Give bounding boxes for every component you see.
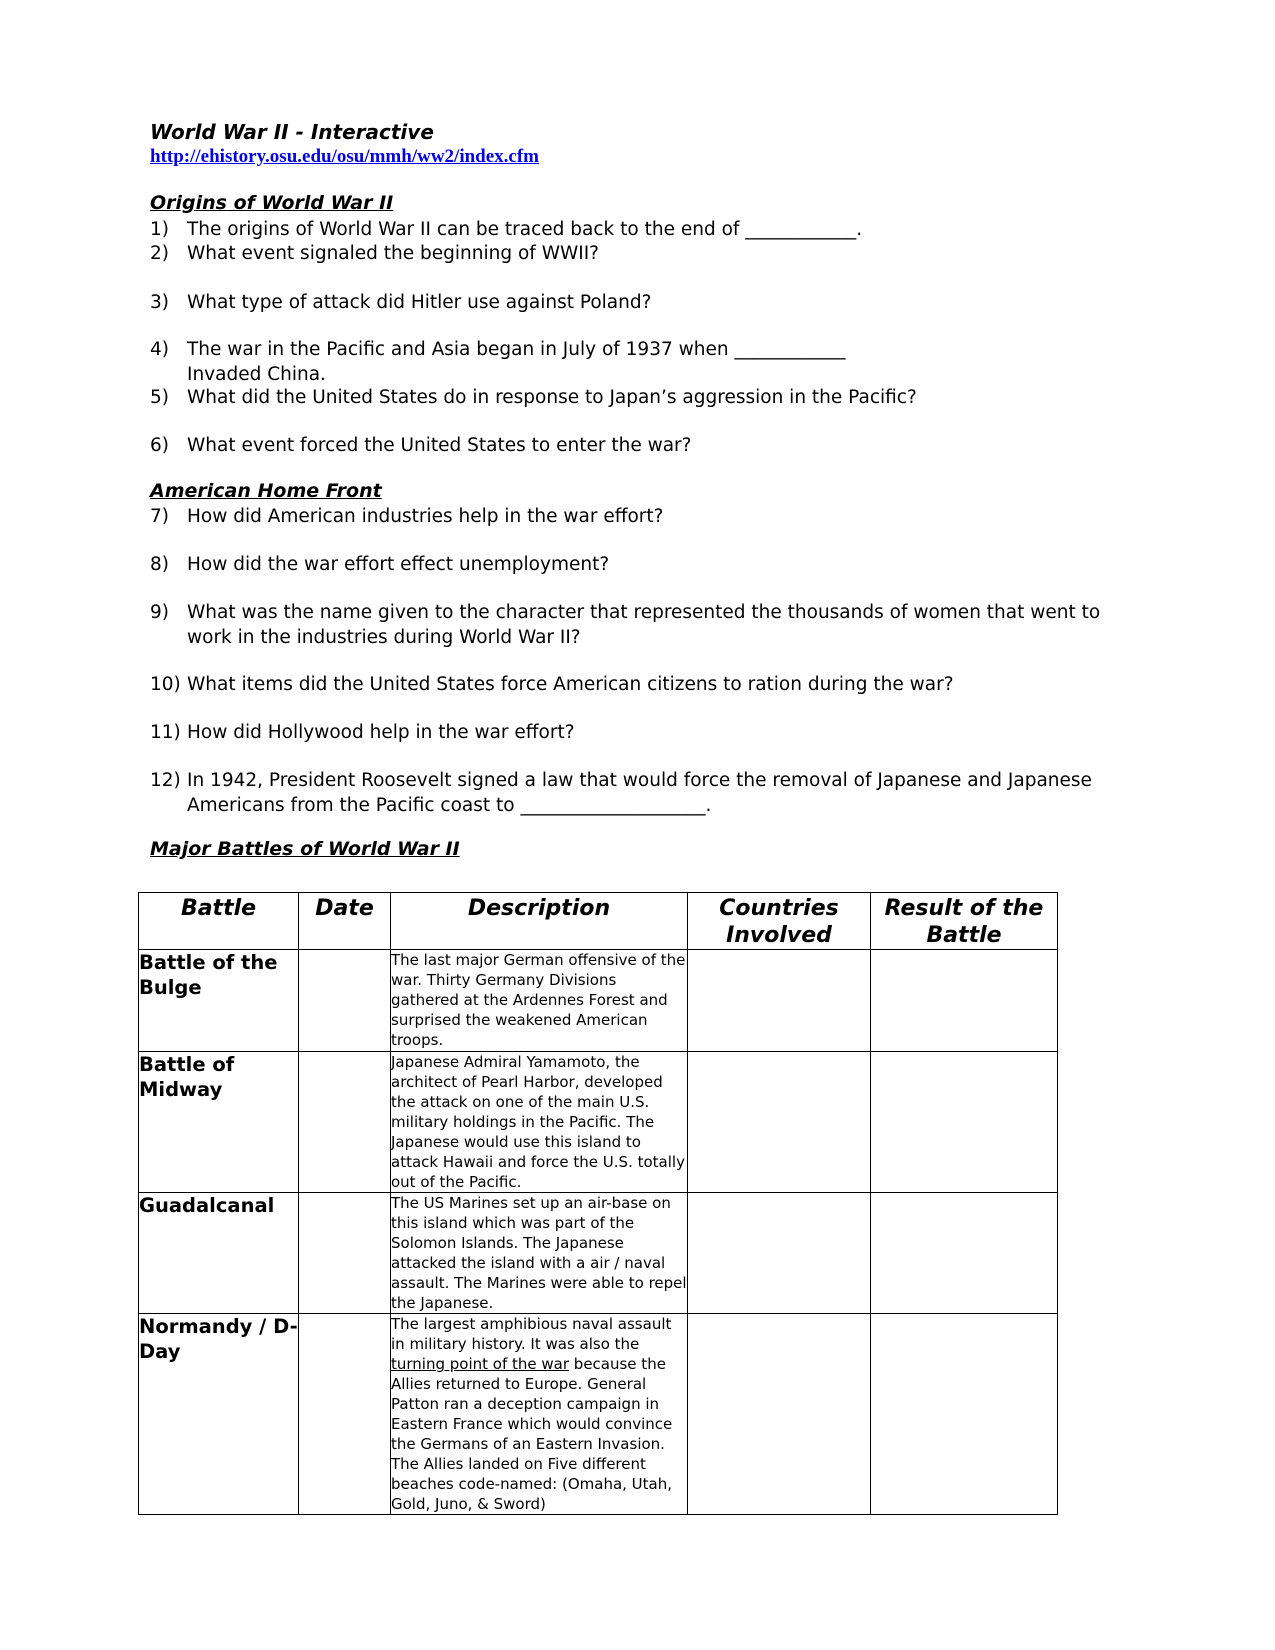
question-number: 2) <box>150 243 169 264</box>
question-12 <box>150 768 1120 818</box>
table-row <box>139 1052 1058 1193</box>
question-text: In 1942, President Roosevelt signed a law that would force the removal of Japanese and Japanese <box>187 770 1092 791</box>
battles-table <box>138 892 1058 1515</box>
question-1 <box>150 217 1120 242</box>
question-6 <box>150 433 1120 458</box>
question-number: 8) <box>150 554 169 575</box>
description-cell: The US Marines set up an air-base on this island which was part of the Solomon Islands. The Japanese attacked the island with a air / naval assault. The Marines were able to repel the Japanese. <box>391 1194 687 1312</box>
question-5 <box>150 385 1120 410</box>
date-cell[interactable] <box>299 950 391 1052</box>
battle-name: Normandy / D-Day <box>139 1314 299 1515</box>
question-text: What type of attack did Hitler use against Poland? <box>187 292 652 313</box>
date-cell[interactable] <box>299 1193 391 1314</box>
question-number: 6) <box>150 435 169 456</box>
question-text: What items did the United States force American citizens to ration during the war? <box>187 674 954 695</box>
question-text: What did the United States do in response to Japan’s aggression in the Pacific? <box>187 387 917 408</box>
table-row <box>139 950 1058 1052</box>
question-number: 7) <box>150 506 169 527</box>
countries-cell[interactable] <box>688 1314 871 1515</box>
battle-name: Guadalcanal <box>139 1193 299 1314</box>
question-text: What event signaled the beginning of WWII? <box>187 243 600 264</box>
column-header-date: Date <box>299 893 391 950</box>
result-cell[interactable] <box>871 1314 1058 1515</box>
question-text: The war in the Pacific and Asia began in July of 1937 when ____________ <box>187 339 846 360</box>
question-text: How did American industries help in the war effort? <box>187 506 664 527</box>
section-heading-origins: Origins of World War II <box>150 192 394 214</box>
description-underlined-text: turning point of the war <box>391 1355 570 1373</box>
question-number: 1) <box>150 219 169 240</box>
question-10 <box>150 672 1120 697</box>
description-cell: The last major German offensive of the war. Thirty Germany Divisions gathered at the Ardennes Forest and surprised the weakened American troops. <box>391 950 688 1052</box>
column-header-battle: Battle <box>139 893 299 950</box>
section-heading-home-front: American Home Front <box>150 480 382 502</box>
source-link[interactable]: http://ehistory.osu.edu/osu/mmh/ww2/index.cfm <box>150 146 540 167</box>
question-text: The origins of World War II can be traced back to the end of ____________. <box>187 219 863 240</box>
column-header-countries: Countries Involved <box>688 893 871 950</box>
question-number: 5) <box>150 387 169 408</box>
countries-cell[interactable] <box>688 1193 871 1314</box>
column-header-description: Description <box>391 893 688 950</box>
document-title: World War II - Interactive <box>150 120 434 144</box>
date-cell[interactable] <box>299 1052 391 1193</box>
question-number: 11) <box>150 722 181 743</box>
table-row <box>139 1314 1058 1515</box>
question-text-continued: Invaded China. <box>187 364 326 385</box>
countries-cell[interactable] <box>688 950 871 1052</box>
description-cell: Japanese Admiral Yamamoto, the architect of Pearl Harbor, developed the attack on one of the main U.S. military holdings in the Pacific. The Japanese would use this island to attack Hawaii and force the U.S. totally out of the Pacific. <box>391 1052 688 1193</box>
question-number: 4) <box>150 339 169 360</box>
question-9 <box>150 600 1120 650</box>
column-header-result: Result of the Battle <box>871 893 1058 950</box>
description-cell <box>391 1314 688 1515</box>
section-heading-battles: Major Battles of World War II <box>150 838 460 860</box>
question-7 <box>150 504 1120 529</box>
table-row <box>139 1193 1058 1314</box>
question-text: What event forced the United States to enter the war? <box>187 435 692 456</box>
description-text: The largest amphibious naval assault in military history. It was also the <box>391 1315 672 1353</box>
question-8 <box>150 552 1120 577</box>
question-number: 10) <box>150 674 181 695</box>
question-number: 3) <box>150 292 169 313</box>
date-cell[interactable] <box>299 1314 391 1515</box>
question-3 <box>150 290 1120 315</box>
question-text-continued: work in the industries during World War II? <box>187 627 581 648</box>
question-text: How did Hollywood help in the war effort? <box>187 722 575 743</box>
battle-name: Battle of the Bulge <box>139 950 299 1052</box>
question-text: What was the name given to the character that represented the thousands of women that went to <box>187 602 1101 623</box>
question-4 <box>150 337 1120 387</box>
question-text: How did the war effort effect unemployment? <box>187 554 610 575</box>
question-number: 9) <box>150 602 169 623</box>
table-header-row <box>139 893 1058 950</box>
battle-name: Battle of Midway <box>139 1052 299 1193</box>
countries-cell[interactable] <box>688 1052 871 1193</box>
result-cell[interactable] <box>871 1052 1058 1193</box>
result-cell[interactable] <box>871 1193 1058 1314</box>
question-number: 12) <box>150 770 181 791</box>
question-11 <box>150 720 1120 745</box>
question-text-continued: Americans from the Pacific coast to ____________________. <box>187 795 712 816</box>
question-2 <box>150 241 1120 266</box>
description-text: because the Allies returned to Europe. General Patton ran a deception campaign in Eastern France which would convince the Germans of an Eastern Invasion. The Allies landed on Five different beaches code-named: (Omaha, Utah, Gold, Juno, & Sword) <box>391 1355 673 1513</box>
result-cell[interactable] <box>871 950 1058 1052</box>
